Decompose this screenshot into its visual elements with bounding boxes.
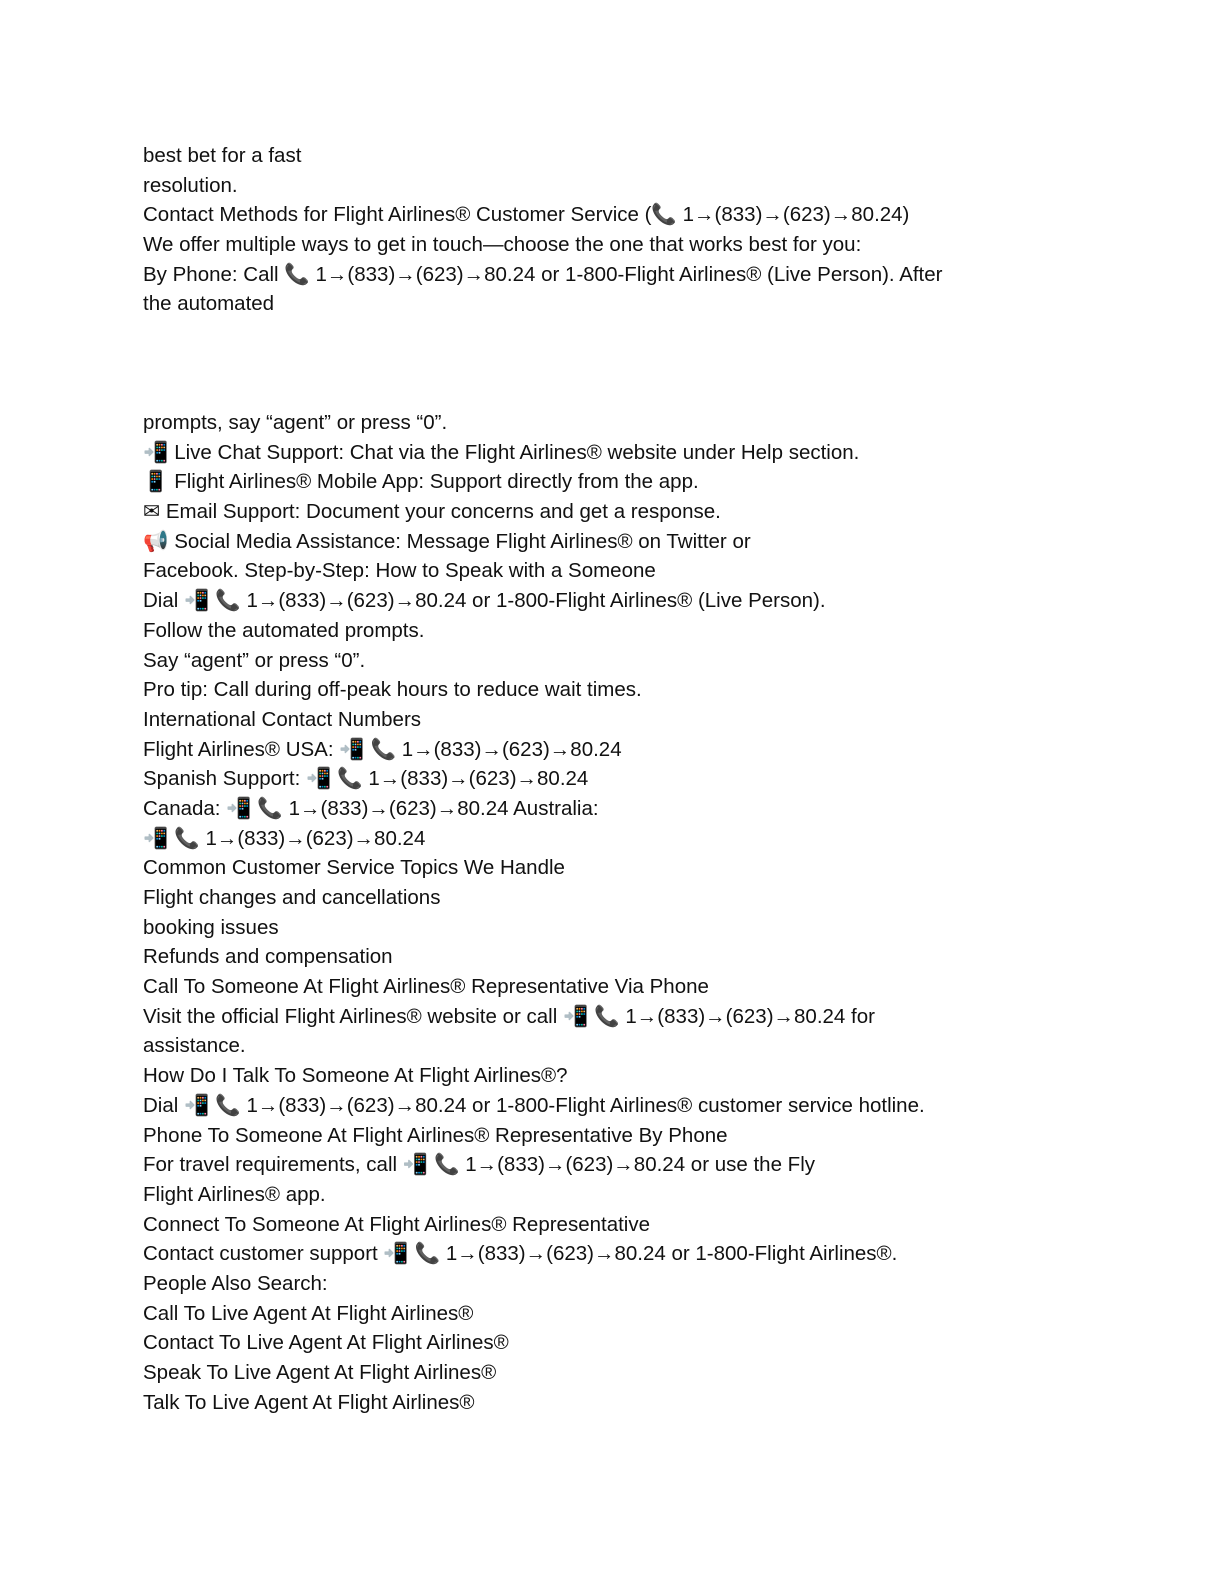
text-line: People Also Search: bbox=[143, 1271, 328, 1295]
text-line: Talk To Live Agent At Flight Airlines® bbox=[143, 1390, 475, 1414]
text-line: 📲 Live Chat Support: Chat via the Flight Airlines® website under Help section. bbox=[143, 440, 860, 464]
text-block-top bbox=[143, 141, 1143, 319]
text-line: 📢 Social Media Assistance: Message Flight Airlines® on Twitter or bbox=[143, 529, 751, 553]
text-line: Spanish Support: 📲 📞 1→(833)→(623)→80.24 bbox=[143, 767, 589, 791]
text-line: Visit the official Flight Airlines® website or call 📲 📞 1→(833)→(623)→80.24 for bbox=[143, 1004, 875, 1028]
text-line: How Do I Talk To Someone At Flight Airlines®? bbox=[143, 1064, 568, 1088]
text-line: By Phone: Call 📞 1→(833)→(623)→80.24 or 1-800-Flight Airlines® (Live Person). After bbox=[143, 262, 943, 286]
text-line: Contact Methods for Flight Airlines® Customer Service (📞 1→(833)→(623)→80.24) bbox=[143, 203, 910, 227]
text-line: ✉ Email Support: Document your concerns and get a response. bbox=[143, 500, 721, 524]
text-line: Say “agent” or press “0”. bbox=[143, 648, 366, 672]
text-line: Common Customer Service Topics We Handle bbox=[143, 856, 565, 880]
text-line: Dial 📲 📞 1→(833)→(623)→80.24 or 1-800-Flight Airlines® (Live Person). bbox=[143, 589, 826, 613]
text-line: assistance. bbox=[143, 1034, 246, 1058]
text-line: Connect To Someone At Flight Airlines® Representative bbox=[143, 1212, 651, 1236]
text-line: Dial 📲 📞 1→(833)→(623)→80.24 or 1-800-Flight Airlines® customer service hotline. bbox=[143, 1093, 925, 1117]
text-line: Facebook. Step-by-Step: How to Speak with a Someone bbox=[143, 559, 656, 583]
text-line: resolution. bbox=[143, 173, 238, 197]
text-line: Canada: 📲 📞 1→(833)→(623)→80.24 Australia: bbox=[143, 796, 599, 820]
text-line: International Contact Numbers bbox=[143, 707, 422, 731]
text-line: Contact To Live Agent At Flight Airlines® bbox=[143, 1331, 509, 1355]
text-line: 📱 Flight Airlines® Mobile App: Support directly from the app. bbox=[143, 470, 699, 494]
text-line: Pro tip: Call during off-peak hours to reduce wait times. bbox=[143, 678, 642, 702]
text-line: Flight Airlines® USA: 📲 📞 1→(833)→(623)→80.24 bbox=[143, 737, 622, 761]
text-line: Contact customer support 📲 📞 1→(833)→(623)→80.24 or 1-800-Flight Airlines®. bbox=[143, 1242, 898, 1266]
text-line: Call To Live Agent At Flight Airlines® bbox=[143, 1301, 474, 1325]
text-block-main bbox=[143, 408, 1143, 1417]
text-line: 📲 📞 1→(833)→(623)→80.24 bbox=[143, 826, 426, 850]
text-line: Phone To Someone At Flight Airlines® Representative By Phone bbox=[143, 1123, 728, 1147]
text-line: Speak To Live Agent At Flight Airlines® bbox=[143, 1361, 497, 1384]
text-line: prompts, say “agent” or press “0”. bbox=[143, 411, 448, 434]
text-line: the automated bbox=[143, 292, 275, 316]
text-line: For travel requirements, call 📲 📞 1→(833)→(623)→80.24 or use the Fly bbox=[143, 1153, 815, 1177]
text-line: best bet for a fast bbox=[143, 144, 302, 167]
text-line: Flight Airlines® app. bbox=[143, 1182, 326, 1206]
text-line: Refunds and compensation bbox=[143, 945, 393, 969]
text-line: Follow the automated prompts. bbox=[143, 618, 425, 642]
text-line: Call To Someone At Flight Airlines® Representative Via Phone bbox=[143, 975, 709, 999]
text-line: booking issues bbox=[143, 915, 279, 939]
text-line: We offer multiple ways to get in touch—choose the one that works best for you: bbox=[143, 233, 862, 257]
text-line: Flight changes and cancellations bbox=[143, 886, 441, 909]
